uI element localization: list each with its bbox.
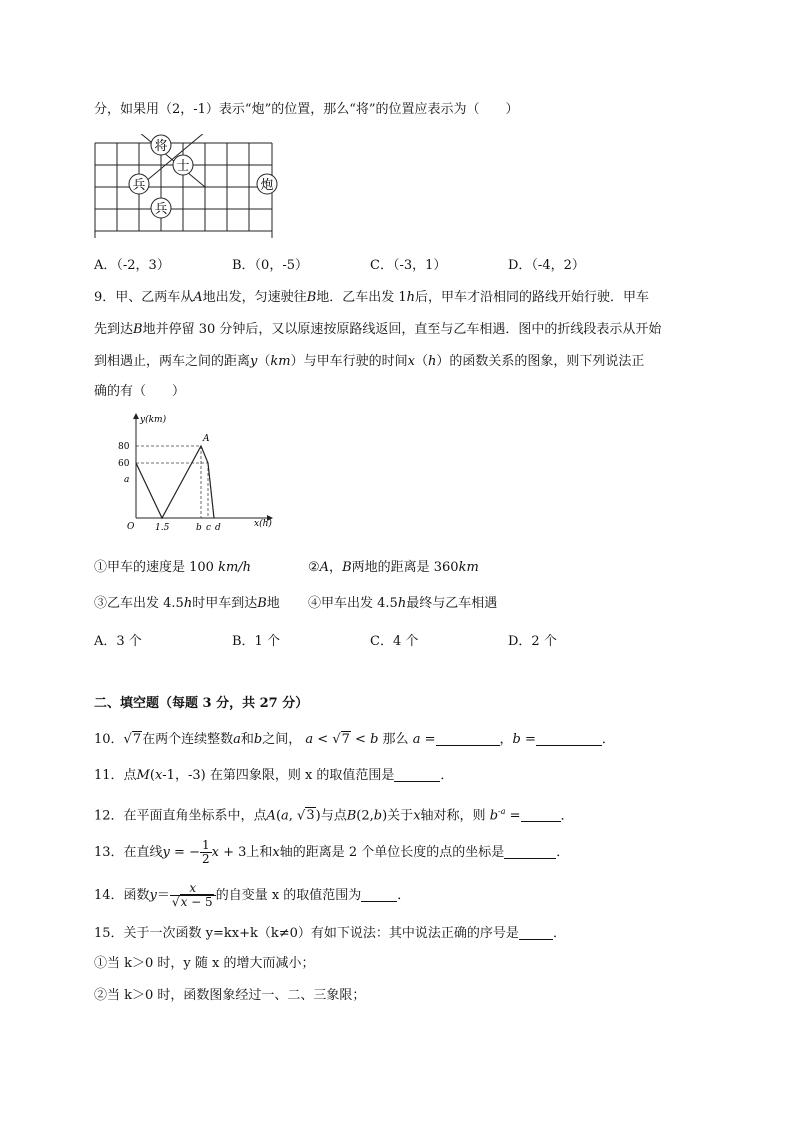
svg-text:兵: 兵: [154, 202, 168, 217]
q9-line-3: 到相遇止，两车之间的距离y（km）与甲车行驶的时间x（h）的函数关系的图象，则下列说法正: [94, 354, 645, 369]
q9-option-b[interactable]: B．1 个: [232, 634, 280, 649]
svg-text:O: O: [127, 522, 135, 532]
q13: 13．在直线y = − $\frac{1}{2}$ x + 3上和x轴的距离是 2 个单位长度的点的坐标是 ．: [94, 838, 570, 866]
chessboard-figure: [88, 134, 288, 240]
q9-option-c[interactable]: C．4 个: [370, 634, 419, 649]
svg-text:x(h): x(h): [254, 519, 272, 529]
q15-blank[interactable]: [519, 925, 553, 940]
piece-pao: [257, 174, 277, 194]
q9-option-d[interactable]: D．2 个: [508, 634, 557, 649]
q10: 10．√7在两个连续整数a和b之间， a < √7 < b 那么 a = ，b = ．: [94, 732, 615, 747]
q9-line-1: 9．甲、乙两车从A地出发，匀速驶往B地．乙车出发 1h后，甲车才沿相同的路线开始行驶．甲车: [94, 290, 650, 305]
q14: 14．函数y＝ $\frac{x}{√x - 5}$ 的自变量 x 的取值范围为 ．: [94, 881, 411, 909]
svg-text:d: d: [215, 523, 221, 533]
distance-time-graph: [110, 408, 290, 538]
svg-text:士: 士: [176, 159, 190, 174]
q8-option-c[interactable]: C．（-3，1）: [370, 258, 447, 273]
svg-text:A: A: [203, 434, 210, 444]
piece-jiang: [151, 135, 171, 155]
q8-stem: 分，如果用（2，-1）表示“炮”的位置，那么“将”的位置应表示为（ ）: [94, 102, 519, 117]
q12: 12．在平面直角坐标系中，点A(a, √3)与点B(2,b)关于x轴对称，则 $b^{-a}$ = ．: [94, 807, 574, 824]
svg-text:80: 80: [118, 442, 130, 452]
q8-option-a[interactable]: A．（-2，3）: [94, 258, 170, 273]
q9-statement-4: ④甲车出发 4.5h最终与乙车相遇: [308, 596, 498, 611]
q9-statement-1: ①甲车的速度是 100 km/h: [94, 560, 252, 575]
piece-bing-bottom: [151, 198, 171, 218]
section-title-fill-in: 二、填空题（每题 3 分，共 27 分）: [94, 696, 309, 711]
svg-text:c: c: [206, 523, 212, 533]
q13-blank[interactable]: [504, 844, 556, 859]
q9-statement-3: ③乙车出发 4.5h时甲车到达B地: [94, 596, 280, 611]
svg-text:1.5: 1.5: [155, 523, 170, 533]
q15-statement-1: ①当 k＞0 时，y 随 x 的增大而减小；: [94, 956, 315, 971]
q10-blank-a[interactable]: [436, 731, 500, 746]
q15-stem: 15．关于一次函数 y=kx+k（k≠0）有如下说法：其中说法正确的序号是 ．: [94, 926, 566, 941]
q10-blank-b[interactable]: [536, 731, 602, 746]
q9-line-2: 先到达B地并停留 30 分钟后，又以原速按原路线返回，直至与乙车相遇．图中的折线段表示从开始: [94, 322, 662, 337]
q9-line-4: 确的有（ ）: [94, 384, 186, 399]
piece-bing-left: [129, 174, 149, 194]
q8-option-b[interactable]: B．（0，-5）: [232, 258, 308, 273]
q15-statement-2: ②当 k＞0 时，函数图象经过一、二、三象限；: [94, 988, 366, 1003]
svg-text:将: 将: [154, 139, 168, 154]
svg-text:b: b: [196, 523, 202, 533]
q9-statement-2: ②A，B两地的距离是 360km: [308, 560, 479, 575]
svg-text:y(km): y(km): [140, 415, 167, 425]
q9-option-a[interactable]: A．3 个: [94, 634, 142, 649]
svg-text:a: a: [124, 475, 130, 485]
svg-text:兵: 兵: [132, 178, 146, 193]
svg-text:60: 60: [118, 459, 130, 469]
piece-shi: [173, 155, 193, 175]
q12-blank[interactable]: [521, 807, 561, 822]
q8-option-d[interactable]: D．（-4，2）: [508, 258, 585, 273]
q14-blank[interactable]: [361, 887, 397, 902]
svg-text:炮: 炮: [260, 178, 274, 193]
q11: 11．点M(x-1，-3) 在第四象限，则 x 的取值范围是 ．: [94, 768, 454, 783]
q11-blank[interactable]: [394, 767, 440, 782]
